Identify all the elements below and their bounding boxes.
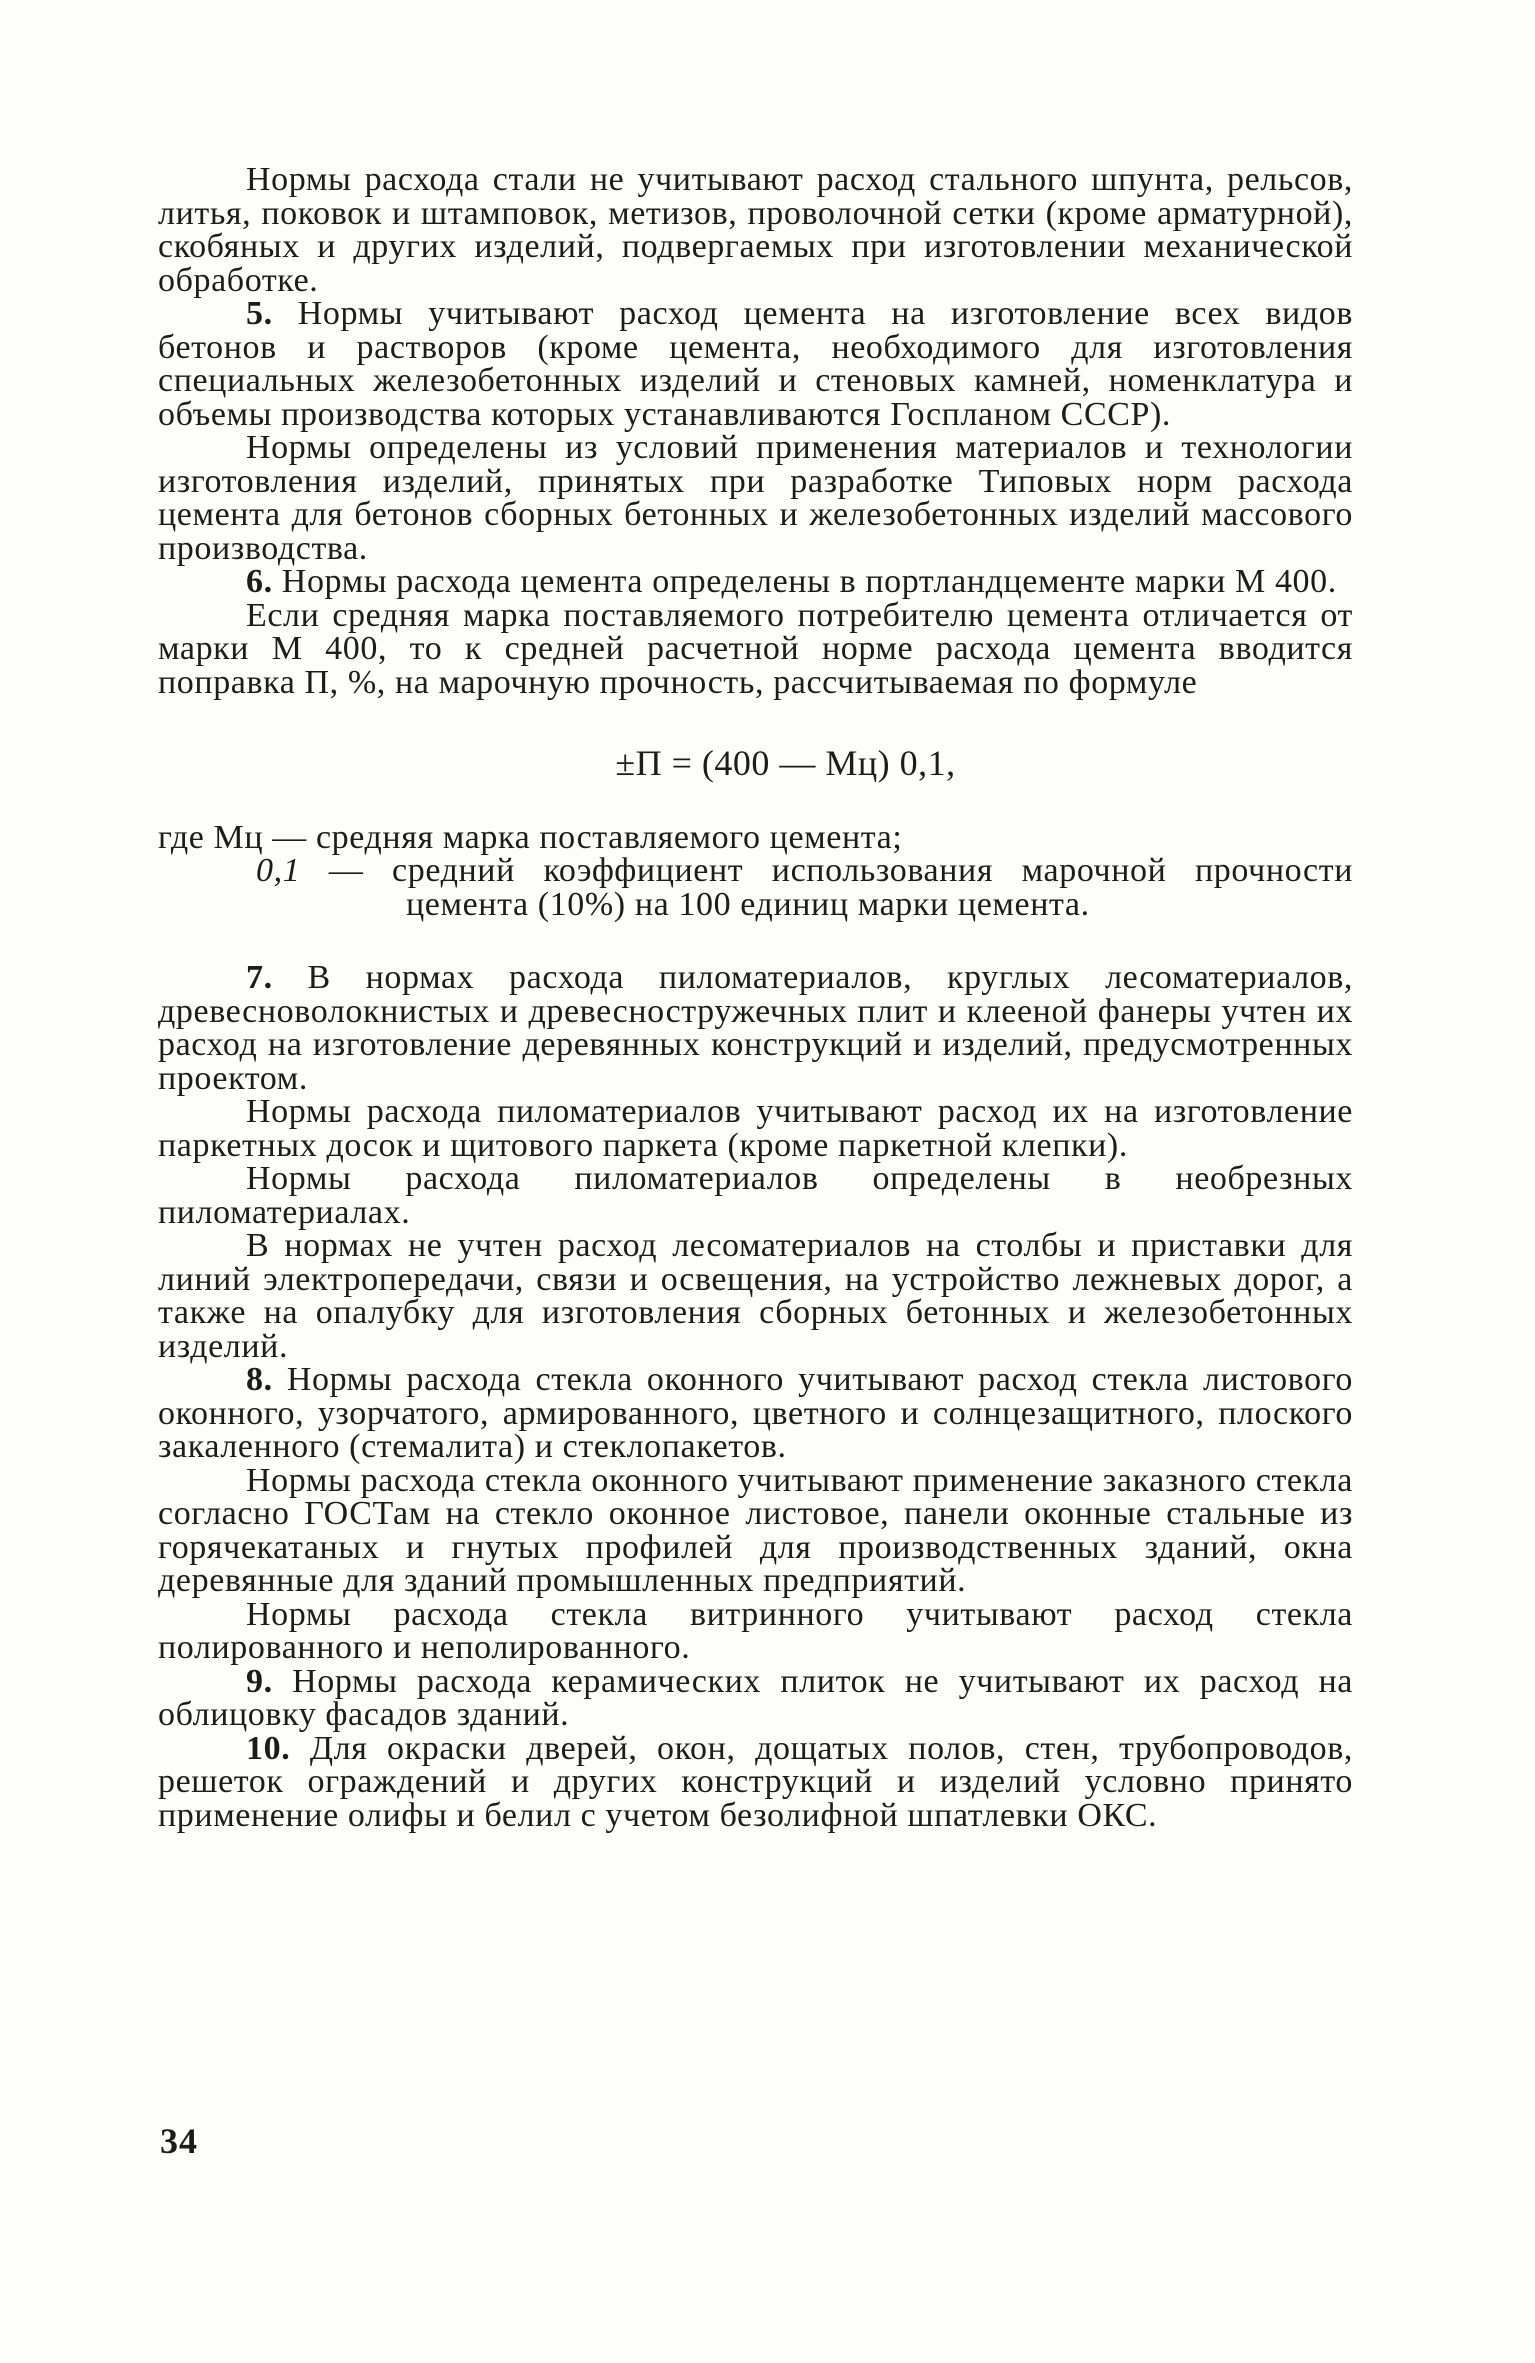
formula-legend-coefficient: 0,1 — средний коэффициент использования марочной прочности цемента (10%) на 100 единиц марки цемента. [256,852,1353,923]
where-label: где [158,818,205,856]
paragraph-cement-conditions: Нормы определены из условий применения материалов и технологии изготовления изделий, принятых при разработке Типовых норм расхода цемента для бетонов сборных бетонных и железобетонных изделий массового производства. [158,429,1353,567]
paragraph-item-6: 6. Нормы расхода цемента определены в портландцементе марки М 400. [246,563,1337,600]
item-number: 5. [246,295,273,332]
item-number: 7. [246,959,273,996]
paragraph-item-8: 8. Нормы расхода стекла оконного учитывают расход стекла листового оконного, узорчатого, армированного, цветного и солнцезащитного, плоского закаленного (стемалита) и стеклопакетов. [158,1361,1353,1465]
paragraph-item-9: 9. Нормы расхода керамических плиток не учитывают их расход на облицовку фасадов зданий. [158,1662,1353,1733]
paragraph-timber-exclusions: В нормах не учтен расход лесоматериалов на столбы и приставки для линий электропередачи, связи и освещения, на устройство лежневых дорог, а также на опалубку для изготовления сборных бетонных и железобетонных изделий. [158,1227,1353,1365]
paragraph-window-glass: Нормы расхода стекла оконного учитывают применение заказного стекла согласно ГОСТам на стекло оконное листовое, панели оконные стальные из горячекатаных и гнутых профилей для производственных зданий, окна деревянные для зданий промышленных предприятий. [158,1461,1353,1599]
paragraph-steel-norms: Нормы расхода стали не учитывают расход стального шпунта, рельсов, литья, поковок и штамповок, метизов, проволочной сетки (кроме арматурной), скобяных и других изделий, подвергаемых при изготовлении механической обработке. [158,161,1353,299]
item-number: 6. [246,563,273,600]
item-number: 8. [246,1361,273,1398]
paragraph-cement-correction: Если средняя марка поставляемого потребителю цемента отличается от марки М 400, то к средней расчетной норме расхода цемента вводится поправка П, %, на марочную прочность, рассчитываемая по формуле [158,596,1353,701]
body-text [158,163,1353,1832]
paragraph-item-5: 5. Нормы учитывают расход цемента на изготовление всех видов бетонов и растворов (кроме цемента, необходимого для изготовления специальных железобетонных изделий и стеновых камней, номенклатура и объемы производства которых устанавливаются Госпланом СССР). [158,295,1353,433]
item-number: 9. [246,1662,273,1700]
page-number: 34 [160,2121,198,2161]
paragraph-parquet: Нормы расхода пиломатериалов учитывают расход их на изготовление паркетных досок и щитового паркета (кроме паркетной клепки). [158,1093,1353,1164]
item-number: 10. [246,1729,291,1767]
paragraph-unedged-lumber: Нормы расхода пиломатериалов определены в необрезных пиломатериалах. [158,1160,1353,1231]
paragraph-item-10: 10. Для окраски дверей, окон, дощатых полов, стен, трубопроводов, решеток ограждений и других конструкций и изделий условно принято применение олифы и белил с учетом безолифной шпатлевки ОКС. [158,1729,1353,1834]
formula-legend-mc: где Мц — средняя марка поставляемого цемента; [158,818,903,856]
formula: ±П = (400 — Мц) 0,1, [615,743,956,783]
paragraph-item-7: 7. В нормах расхода пиломатериалов, круглых лесоматериалов, древесноволокнистых и древесностружечных плит и клееной фанеры учтен их расход на изготовление деревянных конструкций и изделий, предусмотренных проектом. [158,959,1353,1097]
paragraph-showcase-glass: Нормы расхода стекла витринного учитывают расход стекла полированного и неполированного. [158,1595,1353,1666]
